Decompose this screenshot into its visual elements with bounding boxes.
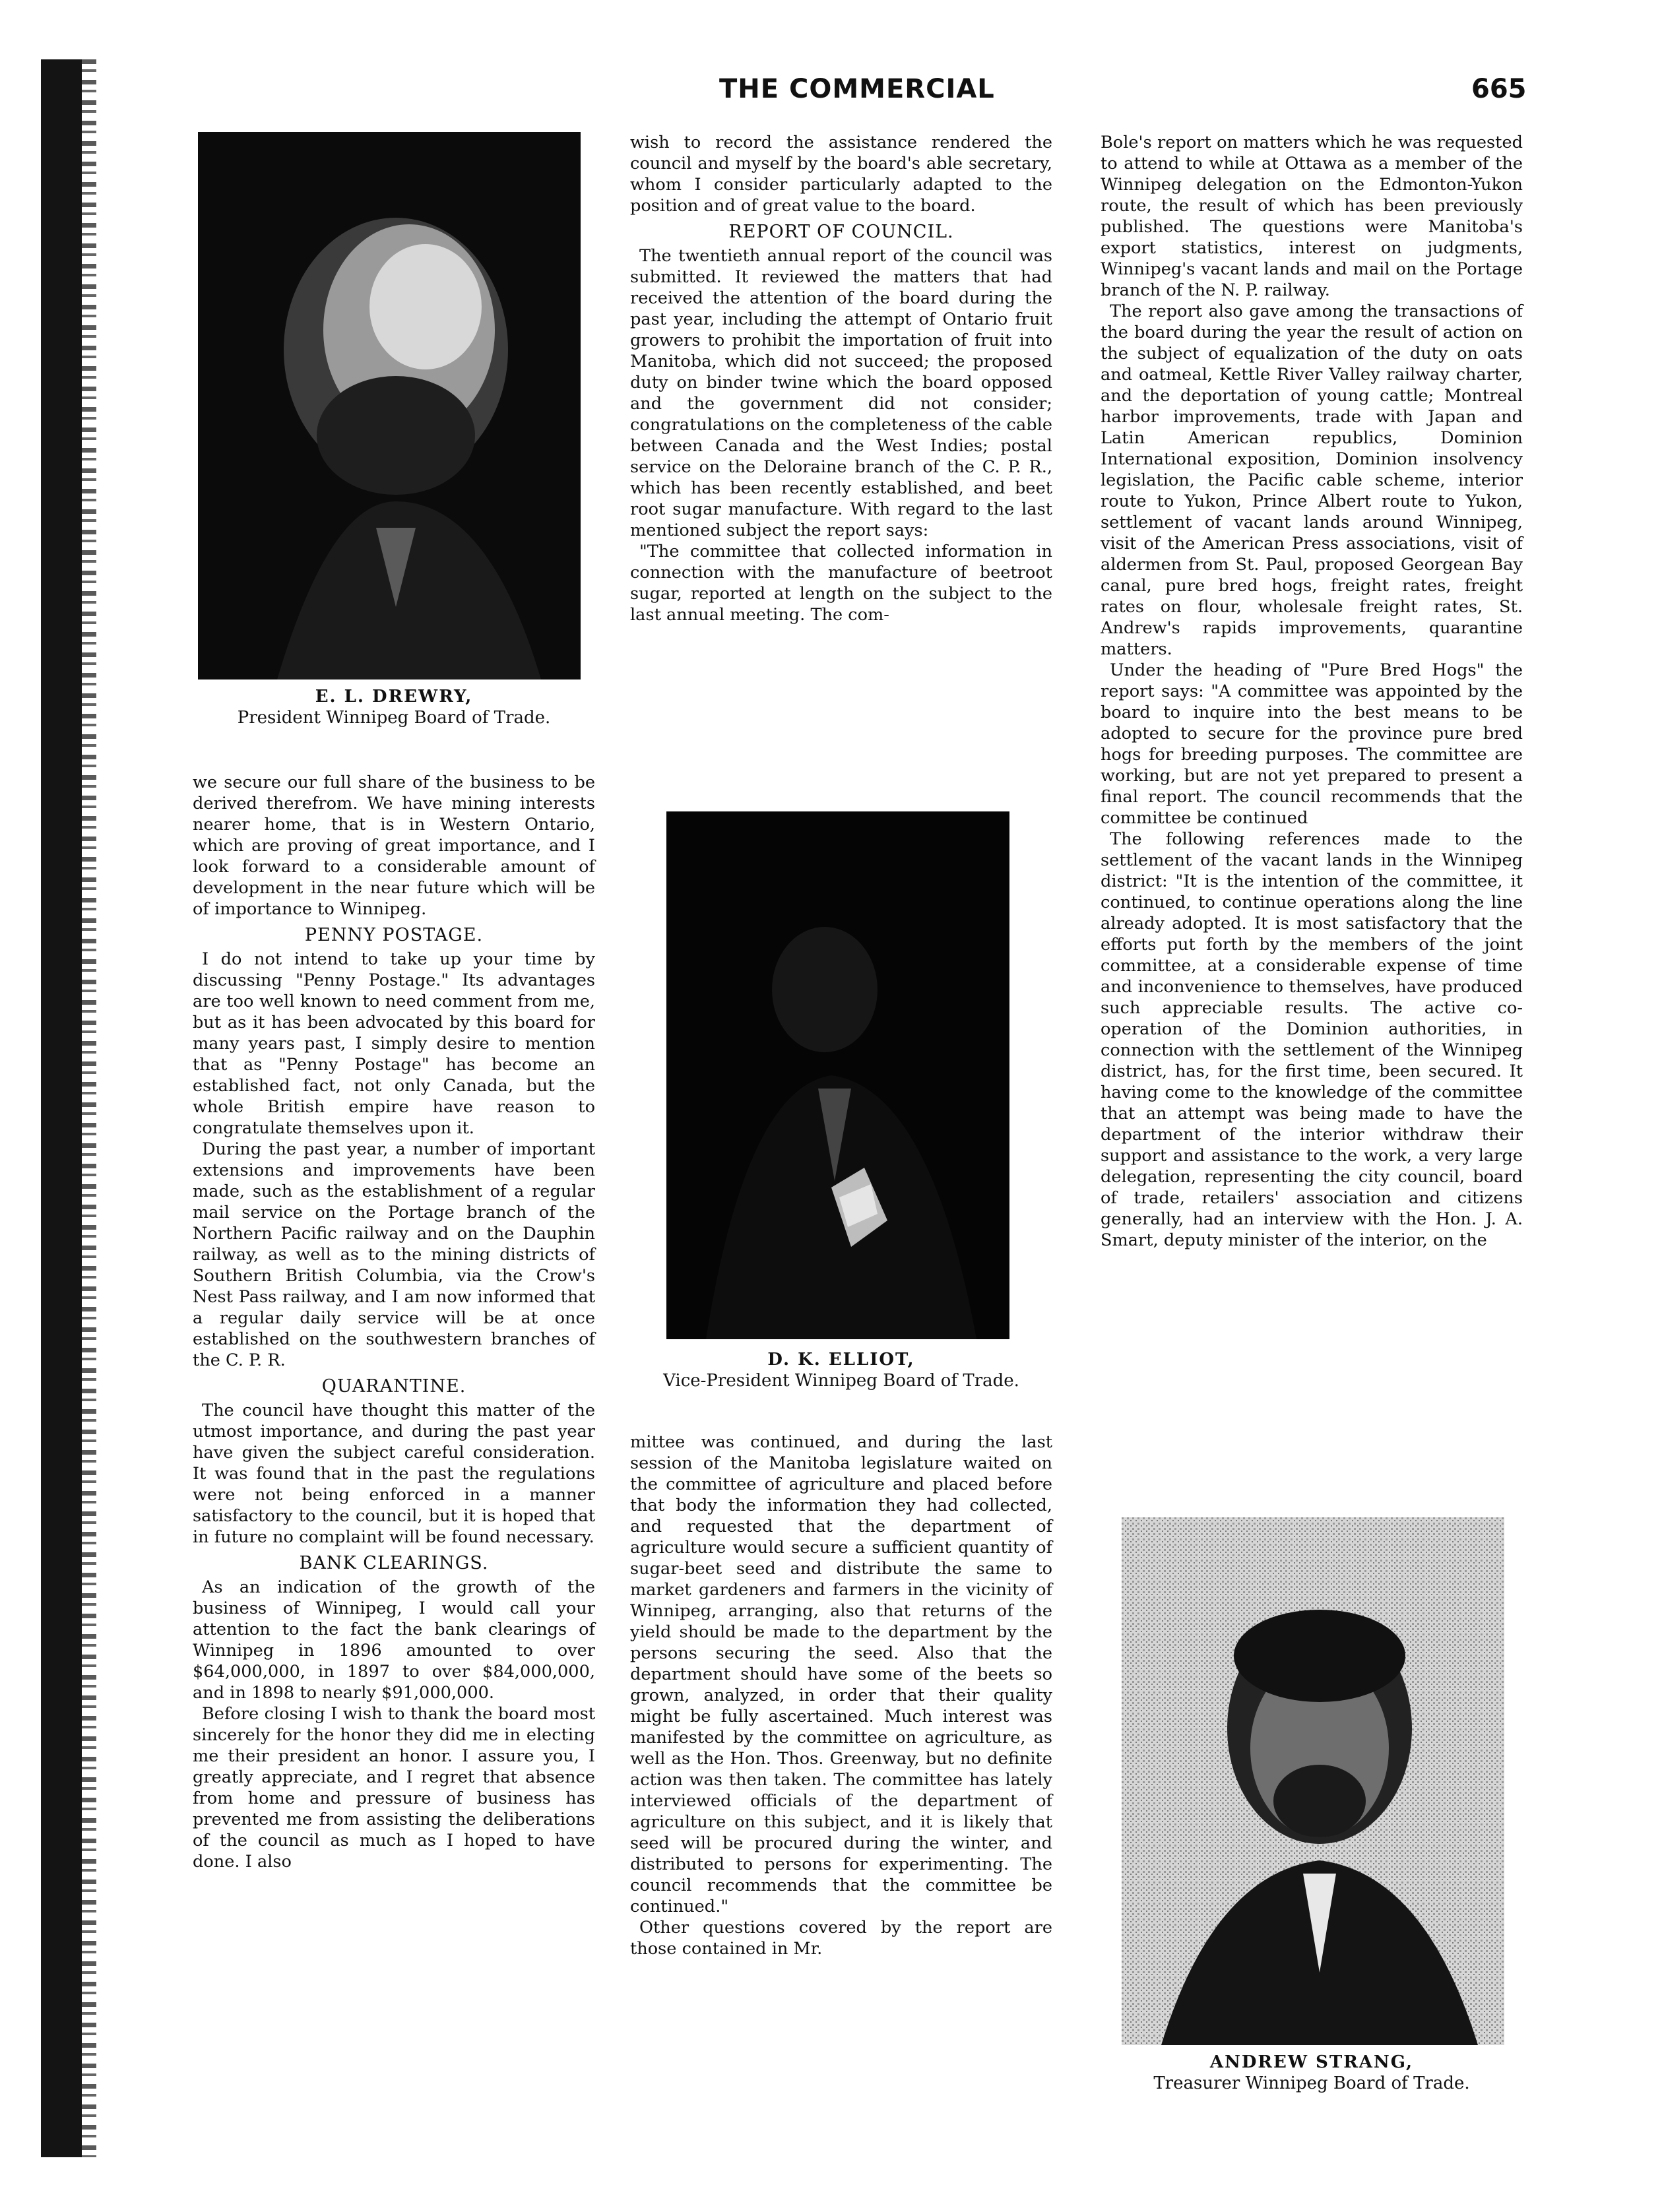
column-2-bottom bbox=[630, 1432, 1052, 1959]
page-binding-edge bbox=[41, 59, 82, 2157]
page-binding-fray bbox=[82, 59, 96, 2157]
column-3 bbox=[1101, 132, 1523, 1251]
column-1 bbox=[193, 772, 595, 1872]
page-header bbox=[0, 74, 1662, 113]
paragraph: Bole's report on matters which he was requested to attend to while at Ottawa as a member of the Winnipeg delegation on the Edmonton-Yukon route, the result of which has been previously published. The questions were Manitoba's export statistics, interest on judgments, Winnipeg's vacant lands and mail on the Portage branch of the N. P. railway. bbox=[1101, 133, 1523, 300]
paragraph: As an indication of the growth of the business of Winnipeg, I would call your attention to the fact the bank clearings of Winnipeg in 1896 amounted to over $64,000,000, in 1897 to over $84,000,000, and in 1898 to nearly $91,000,000. bbox=[193, 1577, 595, 1703]
paragraph: mittee was continued, and during the last session of the Manitoba legislature waited on the committee of agriculture and placed before that body the information they had collected, and requested that the department of agriculture would secure a sufficient quantity of sugar-beet seed and distribute the same to market gardeners and farmers in the vicinity of Winnipeg, arranging, also that returns of the yield should be made to the department by the persons securing the seed. Also that the department should have some of the beets so grown, analyzed, in order that their quality might be fully ascertained. Much interest was manifested by the committee on agriculture, as well as the Hon. Thos. Greenway, but no definite action was then taken. The committee has lately interviewed officials of the department of agriculture on this subject, and it is likely that seed will be procured during the winter, and distributed to persons for experimenting. The council recommends that the committee be continued." bbox=[630, 1432, 1052, 1916]
paragraph: Other questions covered by the report are those contained in Mr. bbox=[630, 1918, 1052, 1959]
caption-name: D. K. ELLIOT, bbox=[767, 1350, 915, 1370]
caption-title: Treasurer Winnipeg Board of Trade. bbox=[1153, 2073, 1470, 2093]
section-heading: REPORT OF COUNCIL. bbox=[728, 222, 954, 242]
section-heading: QUARANTINE. bbox=[321, 1376, 466, 1397]
caption-drewry bbox=[193, 686, 595, 728]
portrait-photo-strang bbox=[1122, 1517, 1504, 2045]
caption-title: Vice-President Winnipeg Board of Trade. bbox=[663, 1371, 1019, 1391]
section-heading: PENNY POSTAGE. bbox=[304, 925, 484, 945]
paragraph: The twentieth annual report of the council was submitted. It reviewed the matters that had received the attention of the board during the past year, including the attempt of Ontario fruit growers to prohibit the importation of fruit into Manitoba, which did not succeed; the proposed duty on binder twine which the board opposed and the government did not consider; congratulations on the completeness of the cable between Canada and the West Indies; postal service on the Deloraine branch of the C. P. R., which has been recently established, and beet root sugar manufacture. With regard to the last mentioned subject the report says: bbox=[630, 246, 1052, 540]
paragraph: I do not intend to take up your time by discussing "Penny Postage." Its advantages are too well known to need comment from me, but as it has been advocated by this board for many years past, I simply desire to mention that as "Penny Postage" has become an established fact, not only Canada, but the whole British empire have reason to congratulate themselves upon it. bbox=[193, 949, 595, 1138]
paragraph: wish to record the assistance rendered the council and myself by the board's able secretary, whom I consider particularly adapted to the position and of great value to the board. bbox=[630, 133, 1052, 216]
portrait-photo-drewry bbox=[198, 132, 581, 679]
caption-name: E. L. DREWRY, bbox=[315, 687, 473, 707]
caption-elliot bbox=[630, 1349, 1052, 1391]
page-number: 665 bbox=[1471, 74, 1527, 104]
paragraph: we secure our full share of the business to be derived therefrom. We have mining interests nearer home, that is in Western Ontario, which are proving of great importance, and I look forward to a considerable amount of development in the near future which will be of importance to Winnipeg. bbox=[193, 773, 595, 919]
paragraph: "The committee that collected information in connection with the manufacture of beetroot sugar, reported at length on the subject to the last annual meeting. The com- bbox=[630, 542, 1052, 625]
paragraph: The council have thought this matter of the utmost importance, and during the past year have given the subject careful consideration. It was found that in the past the regulations were not being enforced in a manner satisfactory to the council, but it is hoped that in future no complaint will be found necessary. bbox=[193, 1401, 595, 1547]
caption-title: President Winnipeg Board of Trade. bbox=[237, 708, 551, 728]
paragraph: The following references made to the settlement of the vacant lands in the Winnipeg district: "It is the intention of the committee, it continued, to continue operations along the line already adopted. It is most satisfactory that the efforts put forth by the members of the joint committee, at a considerable expense of time and inconvenience to themselves, have produced such appreciable results. The active co-operation of the Dominion authorities, in connection with the settlement of the Winnipeg district, has, for the first time, been secured. It having come to the knowledge of the committee that an attempt was being made to have the department of the interior withdraw their support and assistance to the work, a very large delegation, representing the city council, board of trade, retailers' association and citizens generally, had an interview with the Hon. J. A. Smart, deputy minister of the interior, on the bbox=[1101, 829, 1523, 1250]
paragraph: Before closing I wish to thank the board most sincerely for the honor they did me in electing me their president an honor. I assure you, I greatly appreciate, and I regret that absence from home and pressure of business has prevented me from assisting the deliberations of the council as much as I hoped to have done. I also bbox=[193, 1704, 595, 1872]
paragraph: The report also gave among the transactions of the board during the year the result of action on the subject of equalization of the duty on oats and oatmeal, Kettle River Valley railway charter, and the deportation of young cattle; Montreal harbor improvements, trade with Japan and Latin American republics, Dominion International exposition, Dominion insolvency legislation, the Pacific cable scheme, interior route to Yukon, Prince Albert route to Yukon, settlement of vacant lands around Winnipeg, visit of the American Press associations, visit of aldermen from St. Paul, proposed Georgean Bay canal, pure bred hogs, freight rates, freight rates on flour, wholesale freight rates, St. Andrew's rapids improvements, quarantine matters. bbox=[1101, 301, 1523, 659]
portrait-photo-elliot bbox=[666, 811, 1009, 1339]
section-heading: BANK CLEARINGS. bbox=[299, 1553, 489, 1573]
caption-name: ANDREW STRANG, bbox=[1209, 2052, 1414, 2072]
paragraph: During the past year, a number of important extensions and improvements have been made, such as the establishment of a regular mail service on the Portage branch of the Northern Pacific railway and on the Dauphin railway, as well as to the mining districts of Southern British Columbia, via the Crow's Nest Pass railway, and I am now informed that a regular daily service will be at once established on the southwestern branches of the C. P. R. bbox=[193, 1139, 595, 1370]
paragraph: Under the heading of "Pure Bred Hogs" the report says: "A committee was appointed by the board to inquire into the best means to be adopted to secure for the province pure bred hogs for breeding purposes. The committee are working, but are not yet prepared to present a final report. The council recommends that the committee be continued bbox=[1101, 660, 1523, 828]
caption-strang bbox=[1101, 2052, 1523, 2094]
journal-title: THE COMMERCIAL bbox=[719, 74, 995, 104]
column-2-top bbox=[630, 132, 1052, 625]
